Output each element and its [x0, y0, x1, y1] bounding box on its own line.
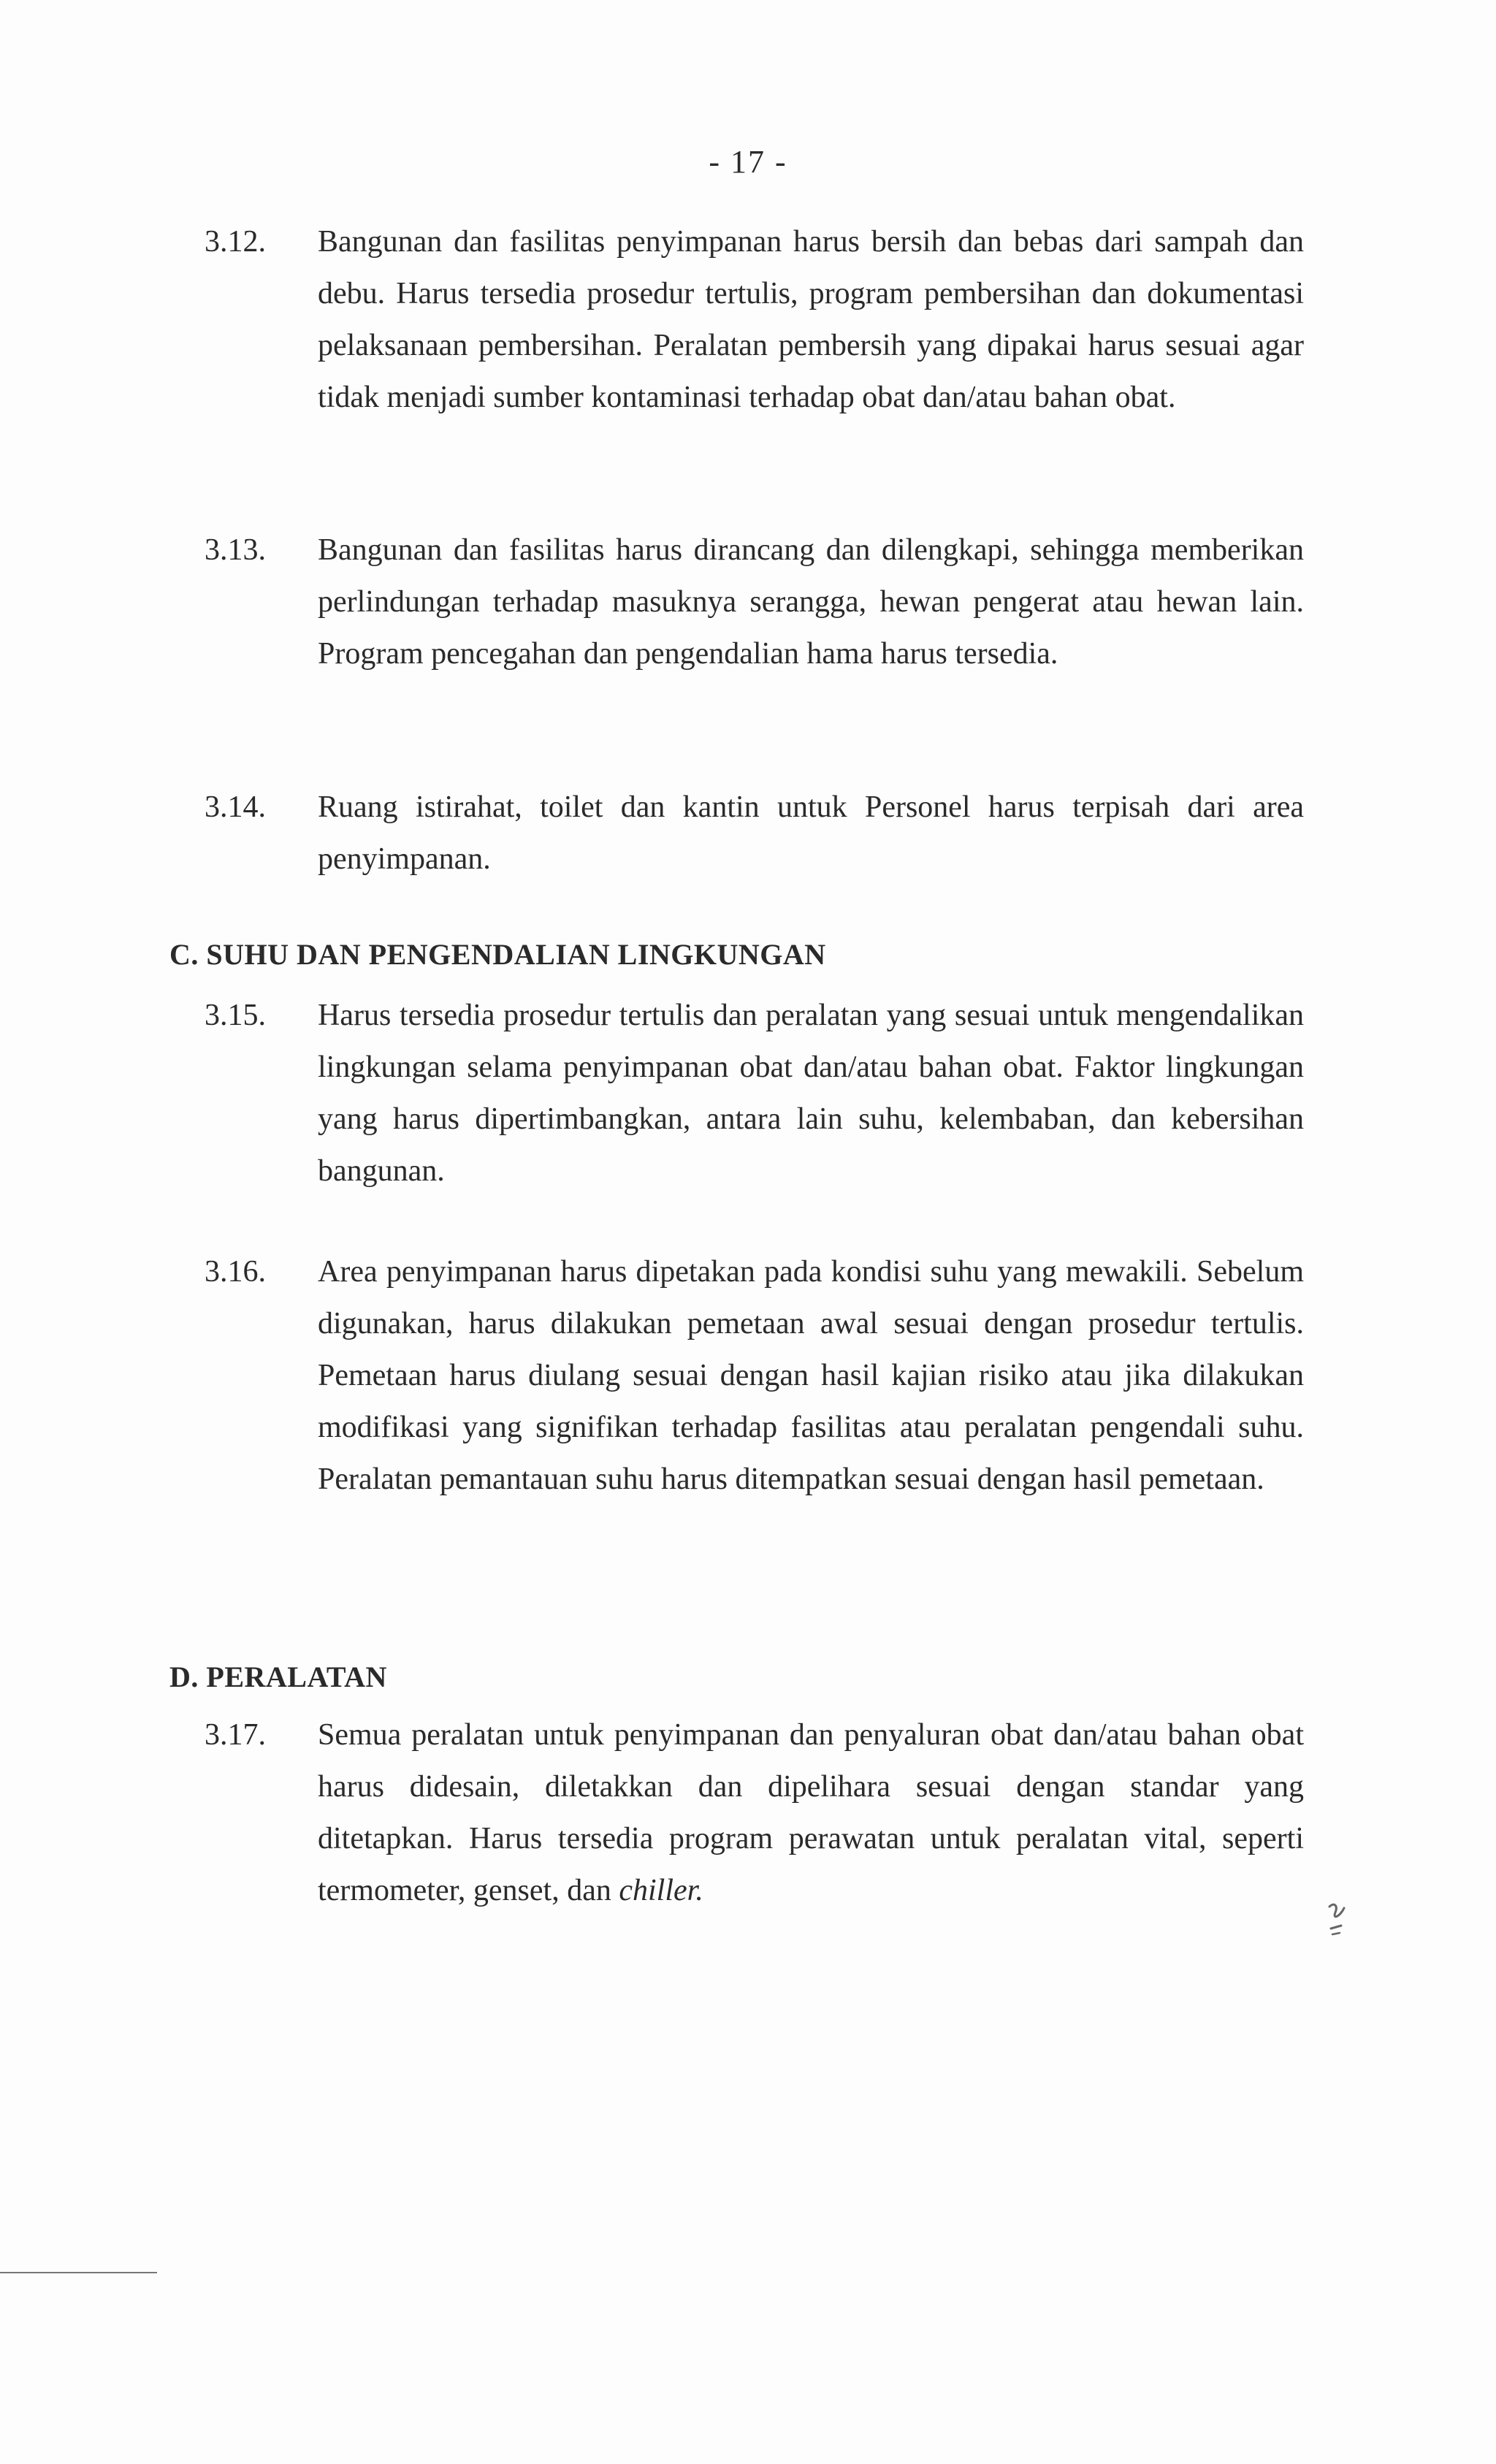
clause-number: 3.16.	[205, 1255, 266, 1289]
clause-number: 3.14.	[205, 790, 266, 824]
clause-text-body: Semua peralatan untuk penyimpanan dan penyaluran obat dan/atau bahan obat harus didesain, diletakkan dan dipelihara sesuai dengan standar yang ditetapkan. Harus tersedia program perawatan untuk peralatan vital, seperti termometer, genset, dan	[318, 1718, 1304, 1907]
clause-text: Ruang istirahat, toilet dan kantin untuk Personel harus terpisah dari area penyimpanan.	[318, 790, 1304, 876]
clause-3-17	[205, 1709, 1304, 1917]
clause-3-12	[205, 216, 1304, 424]
clause-3-13	[205, 525, 1304, 680]
clause-3-15	[205, 990, 1304, 1197]
page-number: - 17 -	[709, 144, 787, 180]
clause-text: Area penyimpanan harus dipetakan pada kondisi suhu yang mewakili. Sebelum digunakan, harus dilakukan pemetaan awal sesuai dengan prosedur tertulis. Pemetaan harus diulang sesuai dengan hasil kajian risiko atau jika dilakukan modifikasi yang signifikan terhadap fasilitas atau peralatan pengendali suhu. Peralatan pemantauan suhu harus ditempatkan sesuai dengan hasil pemetaan.	[318, 1255, 1304, 1496]
clause-3-14	[205, 782, 1304, 885]
clause-text: Harus tersedia prosedur tertulis dan peralatan yang sesuai untuk mengendalikan lingkungan selama penyimpanan obat dan/atau bahan obat. Faktor lingkungan yang harus dipertimbangkan, antara lain suhu, kelembaban, dan kebersihan bangunan.	[318, 999, 1304, 1188]
clause-number: 3.17.	[205, 1718, 266, 1752]
clause-text	[318, 1709, 1304, 1917]
footer-divider	[0, 2272, 157, 2273]
clause-number: 3.12.	[205, 225, 266, 259]
clause-number: 3.13.	[205, 533, 266, 567]
clause-number: 3.15.	[205, 999, 266, 1032]
section-heading-c: C. SUHU DAN PENGENDALIAN LINGKUNGAN	[169, 938, 826, 971]
clause-text: Bangunan dan fasilitas harus dirancang dan dilengkapi, sehingga memberikan perlindungan terhadap masuknya serangga, hewan pengerat atau hewan lain. Program pencegahan dan pengendalian hama harus tersedia.	[318, 533, 1304, 671]
clause-3-16	[205, 1246, 1304, 1506]
clause-text-italic: chiller.	[619, 1874, 703, 1907]
section-heading-d: D. PERALATAN	[169, 1660, 387, 1693]
clause-text: Bangunan dan fasilitas penyimpanan harus bersih dan bebas dari sampah dan debu. Harus tersedia prosedur tertulis, program pembersihan dan dokumentasi pelaksanaan pembersihan. Peralatan pembersih yang dipakai harus sesuai agar tidak menjadi sumber kontaminasi terhadap obat dan/atau bahan obat.	[318, 225, 1304, 414]
handwritten-initial-mark	[1324, 1899, 1353, 1943]
